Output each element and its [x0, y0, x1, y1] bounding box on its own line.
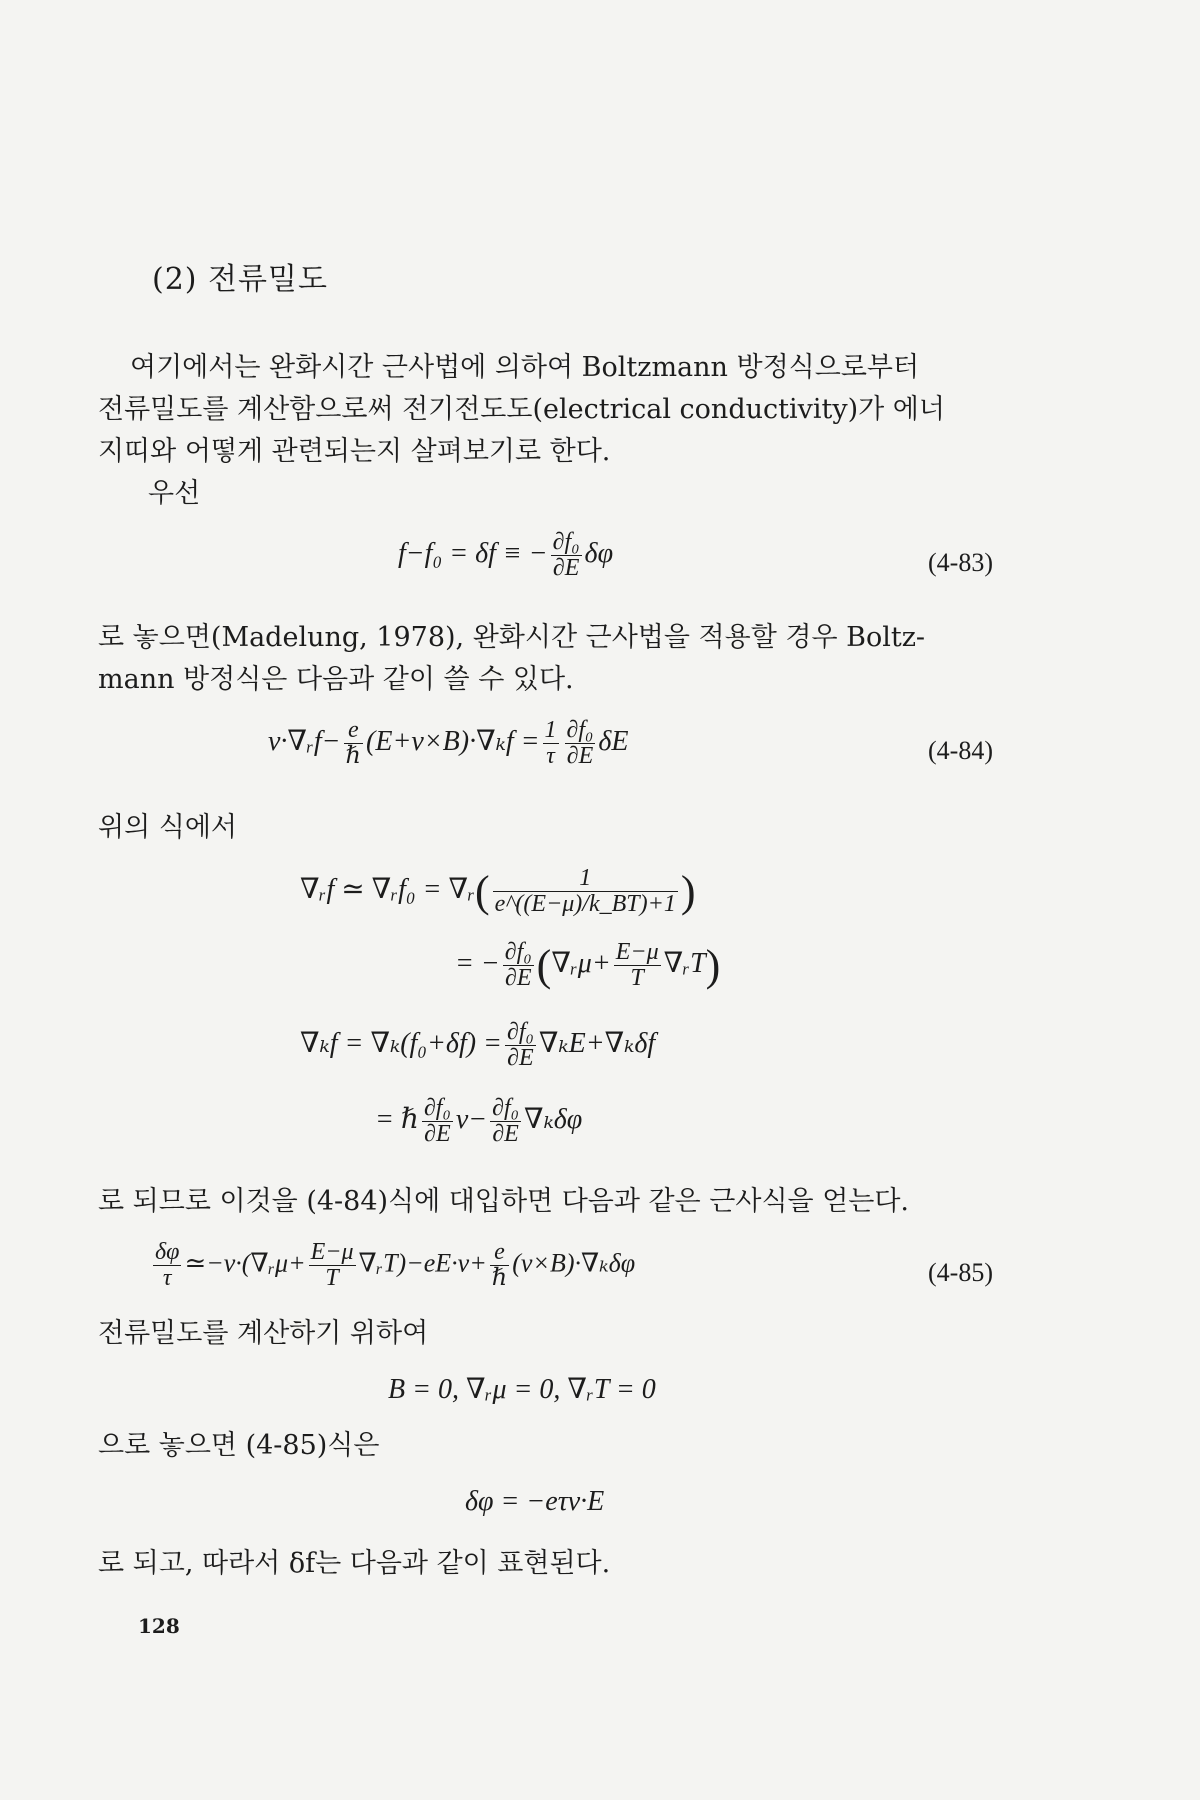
- equation-number: (4-84): [928, 736, 993, 765]
- eq-text: = −: [455, 948, 500, 980]
- eq-text: ∇ᵣT: [663, 948, 706, 980]
- fraction: [614, 940, 661, 991]
- fraction-denominator: ∂E: [424, 1121, 451, 1148]
- eq-text: ∇ᵣT)−eE·v+: [358, 1248, 487, 1278]
- fraction: [422, 1096, 453, 1147]
- paragraph-line: mann 방정식은 다음과 같이 쓸 수 있다.: [98, 664, 574, 695]
- fraction: [490, 1096, 521, 1147]
- fraction: [551, 530, 582, 581]
- fraction-numerator: δφ: [155, 1239, 180, 1265]
- page-number: 128: [138, 1614, 180, 1638]
- fraction: [153, 1240, 181, 1291]
- eq-text: ∇ᵣf ≃ ∇ᵣf₀ = ∇ᵣ: [300, 874, 475, 906]
- fraction-numerator: e: [490, 1240, 509, 1266]
- paragraph-line: 로 되고, 따라서 δf는 다음과 같이 표현된다.: [98, 1548, 611, 1579]
- paren-close: ): [680, 867, 696, 917]
- fraction: [490, 1240, 509, 1291]
- equation-grad-k-2: [375, 1096, 582, 1147]
- eq-text: (v×B)·∇ₖδφ: [512, 1248, 636, 1278]
- eq-text: ≃−v·(∇ᵣμ+: [184, 1248, 306, 1278]
- fraction-numerator: E−μ: [615, 939, 659, 965]
- paragraph-line: 지띠와 어떻게 관련되는지 살펴보기로 한다.: [98, 436, 611, 467]
- fraction-numerator: ∂f₀: [423, 1095, 451, 1121]
- fraction-numerator: ∂f₀: [552, 529, 580, 555]
- fraction-denominator: T: [630, 965, 644, 992]
- fraction: [493, 866, 678, 917]
- fraction-numerator: 1: [544, 717, 557, 743]
- equation-grad-r-2: [455, 940, 720, 991]
- fraction: [565, 718, 596, 769]
- fraction-denominator: ∂E: [552, 555, 580, 582]
- eq-text: (E+v×B)·∇ₖf =: [366, 726, 540, 758]
- fraction-denominator: τ: [546, 743, 555, 770]
- fraction-numerator: 1: [493, 866, 678, 892]
- equation-conditions: B = 0, ∇ᵣμ = 0, ∇ᵣT = 0: [388, 1374, 656, 1405]
- fraction-numerator: E−μ: [310, 1239, 354, 1265]
- fraction-denominator: ∂E: [507, 1045, 534, 1072]
- paragraph-line: 여기에서는 완화시간 근사법에 의하여 Boltzmann 방정식으로부터: [130, 352, 920, 383]
- equation-number: (4-83): [928, 548, 993, 577]
- fraction-numerator: e: [344, 718, 363, 744]
- fraction: [344, 718, 363, 769]
- eq-text: v−: [455, 1104, 488, 1136]
- fraction-numerator: ∂f₀: [504, 939, 532, 965]
- section-heading: (2) 전류밀도: [152, 262, 328, 297]
- equation-4-84: [268, 718, 629, 769]
- fraction-numerator: ∂f₀: [492, 1095, 520, 1121]
- fraction: [505, 1020, 536, 1071]
- fraction: [503, 940, 534, 991]
- fraction-denominator: ∂E: [504, 965, 532, 992]
- paragraph-line: 로 놓으면(Madelung, 1978), 완화시간 근사법을 적용할 경우 Boltz-: [98, 622, 926, 653]
- fraction-denominator: ℏ: [491, 1265, 508, 1292]
- equation-4-83: [398, 530, 613, 581]
- fraction-denominator: ℏ: [345, 743, 362, 770]
- fraction-denominator: τ: [162, 1265, 172, 1292]
- paragraph-line: 전류밀도를 계산하기 위하여: [98, 1318, 429, 1349]
- fraction-denominator: ∂E: [566, 743, 594, 770]
- eq-text: ∇ₖδφ: [524, 1104, 583, 1136]
- eq-text: ∇ₖE+∇ₖδf: [538, 1028, 656, 1060]
- paren-open: (: [536, 941, 552, 991]
- eq-text: f−f₀ = δf ≡ −: [398, 538, 548, 570]
- fraction-numerator: ∂f₀: [566, 717, 594, 743]
- paragraph-line: 우선: [148, 478, 201, 509]
- fraction-denominator: T: [325, 1265, 339, 1292]
- equation-grad-k: [300, 1020, 655, 1071]
- equation-4-85: [150, 1240, 635, 1291]
- paragraph-line: 전류밀도를 계산함으로써 전기전도도(electrical conductivity)가 에너: [98, 394, 945, 425]
- fraction: [543, 718, 559, 769]
- equation-number: (4-85): [928, 1258, 993, 1287]
- paren-open: (: [474, 867, 490, 917]
- eq-text: ∇ᵣμ+: [551, 948, 611, 980]
- eq-text: δE: [598, 726, 629, 758]
- eq-text: = ℏ: [375, 1104, 419, 1136]
- eq-text: ∇ₖf = ∇ₖ(f₀+δf) =: [300, 1028, 502, 1060]
- paragraph-line: 로 되므로 이것을 (4-84)식에 대입하면 다음과 같은 근사식을 얻는다.: [98, 1186, 910, 1217]
- paragraph-line: 으로 놓으면 (4-85)식은: [98, 1430, 380, 1461]
- eq-text: δφ: [584, 538, 614, 570]
- fraction-denominator: e^((E−μ)/k_BT)+1: [494, 891, 676, 918]
- paragraph-line: 위의 식에서: [98, 812, 237, 843]
- fraction-numerator: ∂f₀: [506, 1019, 534, 1045]
- equation-grad-r: [300, 866, 695, 917]
- fraction-denominator: ∂E: [492, 1121, 519, 1148]
- fraction: [309, 1240, 356, 1291]
- eq-text: v·∇ᵣf−: [268, 726, 341, 758]
- paren-close: ): [705, 941, 721, 991]
- equation-dphi: δφ = −eτv·E: [465, 1486, 605, 1517]
